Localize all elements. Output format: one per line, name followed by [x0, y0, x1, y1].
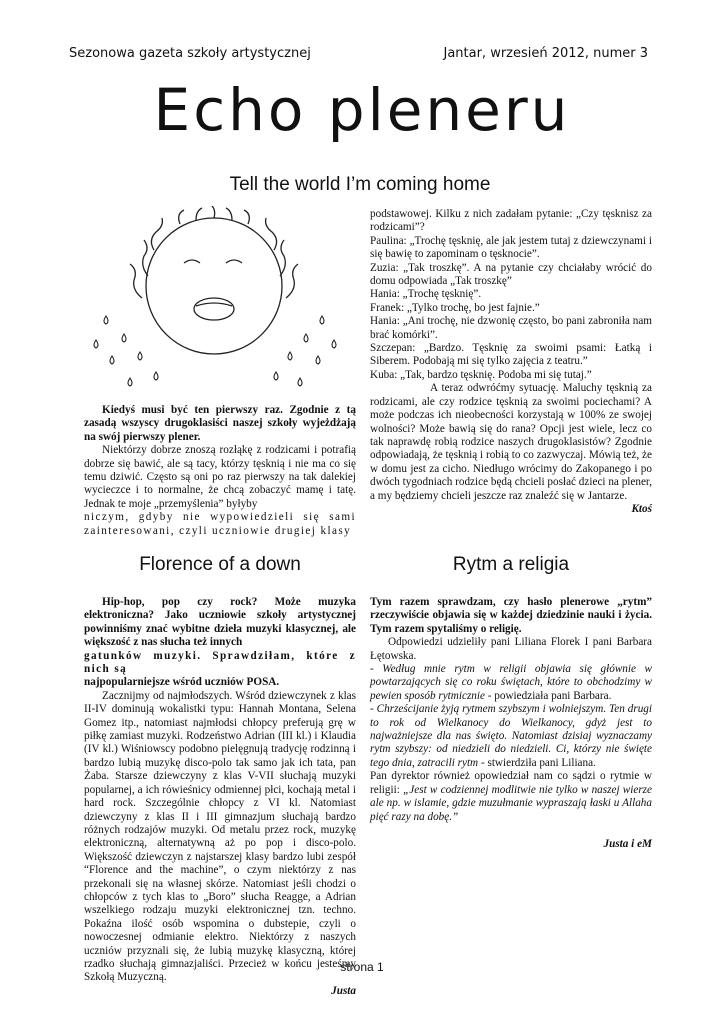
- article-music-column: [84, 596, 356, 998]
- author-signature: Justa: [331, 984, 356, 997]
- newspaper-subtitle: Sezonowa gazeta szkoły artystycznej: [69, 46, 311, 61]
- quote-attribution: - stwierdziła pani Liliana.: [478, 756, 596, 769]
- paragraph: Niektórzy dobrze znoszą rozłąkę z rodzicami i potrafią dobrze się bawić, ale są tacy, którzy tęsknią i nie ma co się temu dziwić. Często są oni po raz pierwszy na tak dalekiej wycieczce i to normalne, że chcą zobaczyć mamę i tatę. Jednak te moje „przemyślenia” byłyby: [84, 444, 356, 510]
- article-title-music: Florence of a down: [139, 554, 301, 575]
- paragraph: A teraz odwróćmy sytuację. Maluchy tęsknią za rodzicami, ale czy rodzice tęsknią za swoimi pociechami? A może podczas ich nieobecności korzystają w 100% ze swojej wolności? Może bawią się do rana? Opcji jest wiele, lecz co tak naprawdę robią rodzice naszych drugoklasistów? Zgodnie odpowiadają, że tęsknią i robią to co zazwyczaj. Mówią też, że w domu jest za cicho. Niedługo wrócimy do Zakopanego i po dwóch tygodniach rodzice będą chcieli posłać dzieci na plener, a my będziemy chcieli jeszcze raz znaleźć się w Jantarze.: [370, 382, 652, 502]
- interview-line: Hania: „Trochę tęsknię”.: [370, 288, 482, 301]
- article-title-homesick: Tell the world I’m coming home: [229, 174, 491, 195]
- paragraph: Zacznijmy od najmłodszych. Wśród dziewczynek z klas II-IV dominują wokalistki typu: Hannah Montana, Selena Gomez itp., natomiast najmłodsi chłopcy preferują grę w piłkę zamiast muzyki. Rodzeństwo Adrian (III kl.) i Klaudia (IV kl.) Wiśniowscy podobno pielęgnują tradycję rodzinną i bardzo lubią muzykę disco-polo tak samo jak ich tata, pan Żaba. Starsze dziewczyny z klas V-VII słuchają muzyki popularnej, a ich rówieśnicy odmiennej płci, kochają metal i hard rock. Szczególnie chłopcy z VI kl. Natomiast dziewczyny z klas II i III gimnazjum słuchają bardzo różnych rodzajów muzyki. Od metalu przez rock, muzykę elektroniczną, alternatywną aż po pop i disco-polo. Większość dziewczyn z najstarszej klasy bardzo lubi zespół “Florence and the machine”, o czym niektórzy z nas przekonali się na własnej skórze. Natomiast jeśli chodzi o chłopców z tych klas to „Boro” słucha Reagge, a Adrian wszelkiego rodzaju muzyki elektronicznej tzn. techno. Pokaźna ilość osób wspomina o dubstepie, czyli o nowoczesnej odmianie elektro. Niektórzy z naszych uczniów przyznali się, że lubią muzykę klasyczną, której rzadko słuchają gimnazjaliści. Przecież w końcu jesteśmy Szkołą Muzyczną.: [84, 689, 356, 984]
- quote: - Chrześcijanie żyją rytmem szybszym i wolniejszym. Ten drugi to rok od Wielkanocy do Wielkanocy, gdyż jest to najważniejsze dla nas święto. Natomiast dzisiaj wyznaczamy rytm szybszy: od niedzieli do niedzieli. Ci, którzy nie święte tego dnia, zatracili rytm: [370, 703, 652, 769]
- interview-line: Hania: „Ani trochę, nie dzwonię często, bo pani zabroniła nam brać komórki”.: [370, 315, 652, 341]
- article-lead: Kiedyś musi być ten pierwszy raz. Zgodnie z tą zasadą wszyscy drugoklasiści naszej szkoły wyjeżdżają na swój pierwszy plener.: [84, 404, 356, 443]
- article-lead: Hip-hop, pop czy rock? Może muzyka elektroniczna? Jako uczniowie szkoły artystycznej powinniśmy znać wybitne dzieła muzyki klasycznej, ale większość z nas słucha też innych: [84, 596, 356, 649]
- article-title-religion: Rytm a religia: [452, 554, 570, 575]
- page-number: strona 1: [340, 960, 384, 974]
- interview-line: Paulina: „Trochę tęsknię, ale jak jestem tutaj z dziewczynami i się bawię to zapominam o tęsknocie”.: [370, 234, 652, 261]
- paragraph: podstawowej. Kilku z nich zadałam pytanie: „Czy tęsknisz za rodzicami”?: [370, 208, 652, 234]
- interview-line: Zuzia: „Tak troszkę”. A na pytanie czy chciałaby wrócić do domu odpowiada „Tak troszkę”: [370, 261, 652, 288]
- quote-attribution: - powiedziała pani Barbara.: [484, 689, 612, 702]
- article-homesick-right-column: [370, 208, 652, 516]
- article-lead: najpopularniejsze wśród uczniów POSA.: [84, 676, 280, 689]
- quote: - Według mnie rytm w religii objawia się głównie w powtarzających się co roku świętach, które to obchodzimy w pewien sposób rytmicznie: [370, 663, 652, 702]
- article-lead: Tym razem sprawdzam, czy hasło plenerowe „rytm” rzeczywiście objawia się w każdej dziedzinie nauki i życia. Tym razem spytaliśmy o religię.: [370, 596, 652, 635]
- author-signature: Justa i eM: [603, 837, 652, 850]
- author-signature: Ktoś: [631, 502, 652, 515]
- article-religion-column: [370, 596, 652, 851]
- article-lead: gatunków muzyki. Sprawdziłam, które z nich są: [84, 649, 356, 676]
- paragraph: niczym, gdyby nie wypowiedzieli się sami zainteresowani, czyli uczniowie drugiej klasy: [84, 511, 356, 537]
- crying-face-drawing: [84, 206, 346, 396]
- quote: „Jest w codziennej modlitwie nie tylko w naszej wierze ale np. w islamie, gdzie muzułmanie wypraszają łaski u Allaha pięć razy na dobę.”: [370, 783, 652, 823]
- paragraph: Odpowiedzi udzieliły pani Liliana Florek I pani Barbara Łętowska.: [370, 636, 652, 662]
- article-homesick-left-column: [84, 404, 356, 538]
- interview-line: Kuba: „Tak, bardzo tęsknię. Podoba mi się tutaj.”: [370, 368, 592, 381]
- interview-line: Szczepan: „Bardzo. Tęsknię za swoimi psami: Łatką i Siberem. Podobają mi się tylko zajęcia z teatru.”: [370, 342, 652, 368]
- issue-info: Jantar, wrzesień 2012, numer 3: [443, 46, 648, 61]
- interview-line: Franek: „Tylko trochę, bo jest fajnie.”: [370, 301, 540, 314]
- paragraph: Pan dyrektor również opowiedział nam co sądzi o rytmie w religii:: [370, 770, 652, 796]
- masthead: Echo pleneru: [153, 76, 571, 144]
